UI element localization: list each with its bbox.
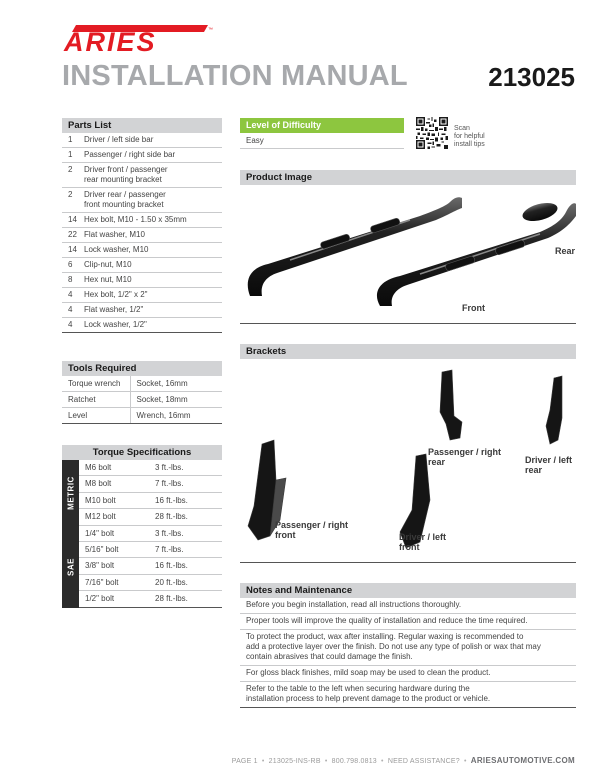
logo-wordmark: ARIES — [64, 27, 157, 57]
torque-bolt: 5/16" bolt — [79, 542, 149, 558]
parts-row — [62, 288, 222, 303]
torque-bolt: M10 bolt — [79, 492, 149, 508]
part-description — [84, 188, 222, 213]
torque-row — [79, 509, 222, 525]
part-description — [84, 273, 222, 288]
note-line: Refer to the table to the left when securing hardware during the — [246, 684, 470, 693]
torque-group-label-text: SAE — [66, 557, 75, 576]
torque-table — [79, 526, 222, 608]
part-description-line: Driver / left side bar — [84, 135, 154, 144]
torque-group-label-text: METRIC — [66, 475, 75, 510]
parts-row — [62, 228, 222, 243]
part-quantity: 4 — [62, 288, 84, 303]
tools-row — [62, 376, 222, 392]
product-image-section — [240, 170, 576, 185]
difficulty-box — [240, 118, 404, 149]
footer-website-link[interactable]: ARIESAUTOMOTIVE.COM — [470, 756, 575, 765]
passenger-front-label — [275, 520, 348, 540]
torque-heading: Torque Specifications — [62, 445, 222, 460]
torque-table — [79, 460, 222, 526]
footer-separator: • — [324, 758, 328, 765]
torque-row — [79, 476, 222, 492]
torque-bolt: M6 bolt — [79, 460, 149, 476]
parts-row — [62, 318, 222, 333]
passenger-front-label-line: Passenger / right — [275, 520, 349, 530]
footer-page: PAGE 1 — [231, 758, 258, 765]
torque-group-label — [62, 526, 79, 608]
torque-row — [79, 574, 222, 590]
part-quantity: 14 — [62, 243, 84, 258]
parts-row — [62, 133, 222, 148]
footer — [232, 756, 575, 765]
notes-section — [240, 583, 576, 708]
rear-label: Rear — [555, 246, 576, 256]
torque-row — [79, 492, 222, 508]
parts-row — [62, 188, 222, 213]
note-item — [240, 682, 576, 708]
part-description-line: Flat washer, 1/2" — [84, 305, 144, 314]
torque-bolt: 1/2" bolt — [79, 591, 149, 607]
driver-front-label-line: front — [399, 542, 420, 552]
footer-phone[interactable]: 800.798.0813 — [331, 758, 377, 765]
part-quantity: 8 — [62, 273, 84, 288]
tools-row — [62, 392, 222, 408]
parts-row — [62, 148, 222, 163]
note-item — [240, 614, 576, 630]
front-side-bar — [377, 200, 576, 306]
part-description — [84, 288, 222, 303]
parts-row — [62, 273, 222, 288]
torque-row — [79, 558, 222, 574]
note-line: add a protective layer over the finish. Do not use any type of polish or wax that may — [246, 642, 541, 651]
torque-value: 28 ft.-lbs. — [149, 591, 222, 607]
note-line: To protect the product, wax after installing. Regular waxing is recommended to — [246, 632, 524, 641]
torque-value: 3 ft.-lbs. — [149, 526, 222, 542]
parts-table — [62, 133, 222, 333]
part-description-line: Lock washer, M10 — [84, 245, 149, 254]
part-quantity: 1 — [62, 133, 84, 148]
part-description — [84, 163, 222, 188]
torque-group — [62, 526, 222, 608]
part-description-line: rear mounting bracket — [84, 175, 162, 184]
front-label: Front — [462, 303, 485, 313]
aries-logo-graphic — [62, 23, 213, 57]
note-line: installation process to help prevent damage to the product or vehicle. — [246, 694, 491, 703]
torque-row — [79, 526, 222, 542]
tool-name: Level — [62, 408, 130, 424]
side-bars-illustration — [240, 188, 576, 320]
parts-row — [62, 243, 222, 258]
difficulty-heading: Level of Difficulty — [240, 118, 404, 133]
parts-list-heading: Parts List — [62, 118, 222, 133]
passenger-front-label-line: front — [275, 530, 296, 540]
brackets-section — [240, 344, 576, 359]
note-line: Proper tools will improve the quality of installation and reduce the time required. — [246, 616, 528, 625]
torque-group — [62, 460, 222, 526]
page-title: INSTALLATION MANUAL — [62, 60, 408, 92]
aries-logo — [62, 23, 213, 57]
torque-bolt: 7/16" bolt — [79, 574, 149, 590]
part-description — [84, 133, 222, 148]
footer-doc-id: 213025-INS-RB — [268, 758, 321, 765]
bracket-driver-rear — [546, 376, 562, 444]
qr-caption-line: for helpful — [454, 133, 485, 140]
qr-caption — [454, 125, 514, 149]
torque-value: 28 ft.-lbs. — [149, 509, 222, 525]
part-description-line: Flat washer, M10 — [84, 230, 145, 239]
part-description — [84, 258, 222, 273]
tool-name: Torque wrench — [62, 376, 130, 392]
footer-assistance: NEED ASSISTANCE? — [387, 758, 460, 765]
torque-value: 3 ft.-lbs. — [149, 460, 222, 476]
part-quantity: 4 — [62, 318, 84, 333]
torque-row — [79, 591, 222, 607]
qr-code[interactable] — [416, 117, 448, 149]
part-quantity: 14 — [62, 213, 84, 228]
part-description-line: Clip-nut, M10 — [84, 260, 132, 269]
part-description-line: Hex bolt, M10 - 1.50 x 35mm — [84, 215, 187, 224]
driver-front-label-line: Driver / left — [399, 532, 447, 542]
rear-side-bar — [248, 197, 462, 296]
note-line: Before you begin installation, read all instructions thoroughly. — [246, 600, 462, 609]
parts-list — [62, 118, 222, 333]
note-item — [240, 630, 576, 666]
part-quantity: 1 — [62, 148, 84, 163]
torque-row — [79, 542, 222, 558]
footer-separator: • — [261, 758, 265, 765]
note-item — [240, 666, 576, 682]
torque-bolt: M8 bolt — [79, 476, 149, 492]
product-image-heading: Product Image — [240, 170, 576, 185]
torque-value: 7 ft.-lbs. — [149, 542, 222, 558]
part-quantity: 2 — [62, 188, 84, 213]
part-quantity: 4 — [62, 303, 84, 318]
qr-caption-line: install tips — [454, 141, 485, 148]
passenger-rear-label-line: Passenger / right — [428, 447, 502, 457]
torque-bolt: 1/4" bolt — [79, 526, 149, 542]
torque-value: 16 ft.-lbs. — [149, 558, 222, 574]
torque-group-label — [62, 460, 79, 526]
qr-code-icon — [416, 117, 448, 149]
notes-body — [240, 598, 576, 708]
part-quantity: 2 — [62, 163, 84, 188]
note-item — [240, 598, 576, 614]
parts-row — [62, 213, 222, 228]
svg-text:™: ™ — [208, 27, 213, 33]
passenger-rear-label-line: rear — [428, 457, 446, 467]
bracket-passenger-rear — [440, 370, 462, 440]
driver-front-label — [399, 532, 446, 552]
tools-heading: Tools Required — [62, 361, 222, 376]
document-number: 213025 — [488, 62, 575, 92]
parts-row — [62, 258, 222, 273]
torque-bolt: M12 bolt — [79, 509, 149, 525]
part-quantity: 6 — [62, 258, 84, 273]
part-description — [84, 213, 222, 228]
torque-row — [79, 460, 222, 476]
passenger-rear-label — [428, 447, 501, 467]
tools-table — [62, 376, 222, 424]
tool-size: Wrench, 16mm — [130, 408, 222, 424]
product-image — [240, 188, 576, 320]
tool-name: Ratchet — [62, 392, 130, 408]
qr-caption-line: Scan — [454, 125, 470, 132]
part-description — [84, 243, 222, 258]
note-line: For gloss black finishes, mild soap may be used to clean the product. — [246, 668, 491, 677]
brackets-divider — [240, 562, 576, 563]
part-description-line: Hex bolt, 1/2" x 2" — [84, 290, 148, 299]
driver-rear-label — [525, 455, 572, 475]
note-line: contain abrasives that could damage the finish. — [246, 652, 413, 661]
driver-rear-label-line: rear — [525, 465, 543, 475]
driver-rear-label-line: Driver / left — [525, 455, 573, 465]
part-description — [84, 318, 222, 333]
parts-row — [62, 163, 222, 188]
difficulty-value: Easy — [240, 133, 404, 149]
torque-value: 16 ft.-lbs. — [149, 492, 222, 508]
tools-row — [62, 408, 222, 424]
part-description-line: Driver front / passenger — [84, 165, 168, 174]
part-description-line: Hex nut, M10 — [84, 275, 132, 284]
product-image-divider — [240, 323, 576, 324]
tool-size: Socket, 16mm — [130, 376, 222, 392]
torque-body — [62, 460, 222, 608]
part-description-line: front mounting bracket — [84, 200, 164, 209]
torque-value: 20 ft.-lbs. — [149, 574, 222, 590]
tools-required — [62, 361, 222, 424]
torque-specifications — [62, 445, 222, 608]
tool-size: Socket, 18mm — [130, 392, 222, 408]
parts-row — [62, 303, 222, 318]
part-quantity: 22 — [62, 228, 84, 243]
part-description-line: Passenger / right side bar — [84, 150, 176, 159]
footer-separator: • — [381, 758, 384, 765]
part-description — [84, 228, 222, 243]
torque-bolt: 3/8" bolt — [79, 558, 149, 574]
part-description-line: Driver rear / passenger — [84, 190, 166, 199]
part-description — [84, 148, 222, 163]
part-description-line: Lock washer, 1/2" — [84, 320, 147, 329]
brackets-heading: Brackets — [240, 344, 576, 359]
torque-value: 7 ft.-lbs. — [149, 476, 222, 492]
part-description — [84, 303, 222, 318]
footer-separator: • — [463, 758, 467, 765]
notes-heading: Notes and Maintenance — [240, 583, 576, 598]
